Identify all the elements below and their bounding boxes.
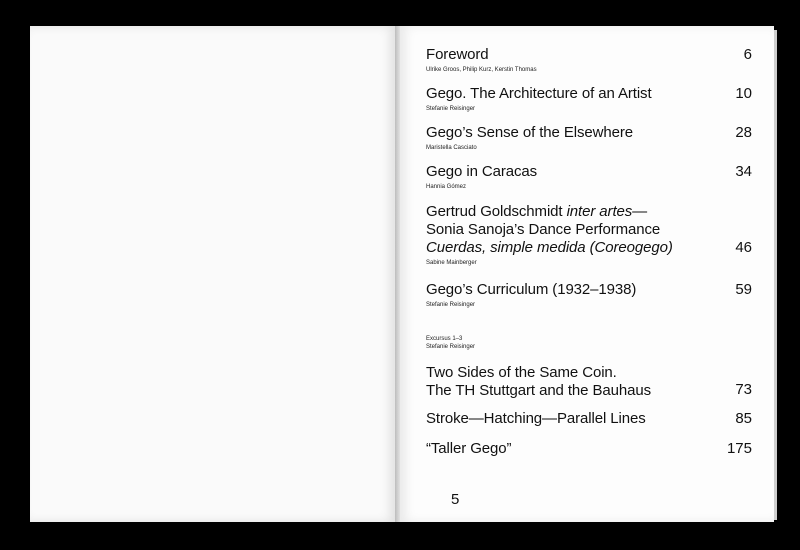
toc-title-line-italic: Cuerdas, simple medida (Coreogego) <box>426 239 673 256</box>
toc-title-italic-part: inter artes <box>566 203 633 220</box>
toc-entry-taller-gego <box>426 440 752 458</box>
toc-author: Ulrike Groos, Philip Kurz, Kerstin Thomas <box>426 67 537 73</box>
toc-title-part: — <box>632 203 648 220</box>
toc-title: Foreword <box>426 46 489 63</box>
toc-page-number: 73 <box>735 381 752 398</box>
excursus-author: Stefanie Reisinger <box>426 344 476 350</box>
toc-page-number: 85 <box>735 410 752 427</box>
toc-entry-curriculum <box>426 281 752 309</box>
toc-title <box>426 203 752 221</box>
toc-title: Gego’s Curriculum (1932–1938) <box>426 281 637 298</box>
toc-entry-caracas <box>426 163 752 191</box>
toc-title-part: Gertrud Goldschmidt <box>426 203 567 220</box>
toc-title: Gego’s Sense of the Elsewhere <box>426 124 633 141</box>
toc-title: Stroke—Hatching—Parallel Lines <box>426 410 646 427</box>
toc-page-number: 6 <box>743 46 752 63</box>
toc-author: Stefanie Reisinger <box>426 106 476 112</box>
toc-title-line: Two Sides of the Same Coin. <box>426 364 617 381</box>
toc-author: Hannia Gómez <box>426 184 467 190</box>
page-number-folio: 5 <box>451 491 460 508</box>
page-stack-edge <box>774 30 777 520</box>
toc-title-line: The TH Stuttgart and the Bauhaus <box>426 382 652 399</box>
toc-page-number: 175 <box>726 440 752 457</box>
toc-entry-architecture <box>426 85 752 113</box>
toc-entry-two-sides <box>426 364 752 400</box>
toc-entry-inter-artes <box>426 203 752 267</box>
toc-entry-elsewhere <box>426 124 752 152</box>
toc-page-number: 10 <box>735 85 752 102</box>
table-of-contents-page <box>400 26 774 522</box>
excursus-label: Excursus 1–3 <box>426 336 463 342</box>
left-page-blank <box>30 26 396 522</box>
toc-title: “Taller Gego” <box>426 440 512 457</box>
toc-entry-foreword <box>426 46 752 74</box>
toc-author: Stefanie Reisinger <box>426 302 476 308</box>
toc-title: Gego. The Architecture of an Artist <box>426 85 652 102</box>
toc-author: Sabine Mainberger <box>426 260 477 266</box>
toc-title-line: Sonia Sanoja’s Dance Performance <box>426 221 661 238</box>
toc-page-number: 28 <box>735 124 752 141</box>
excursus-label-block <box>426 335 475 351</box>
toc-entry-stroke-hatching <box>426 410 752 428</box>
toc-page-number: 59 <box>735 281 752 298</box>
toc-page-number: 46 <box>735 239 752 256</box>
toc-title: Gego in Caracas <box>426 163 538 180</box>
toc-author: Maristella Casciato <box>426 145 477 151</box>
toc-page-number: 34 <box>735 163 752 180</box>
